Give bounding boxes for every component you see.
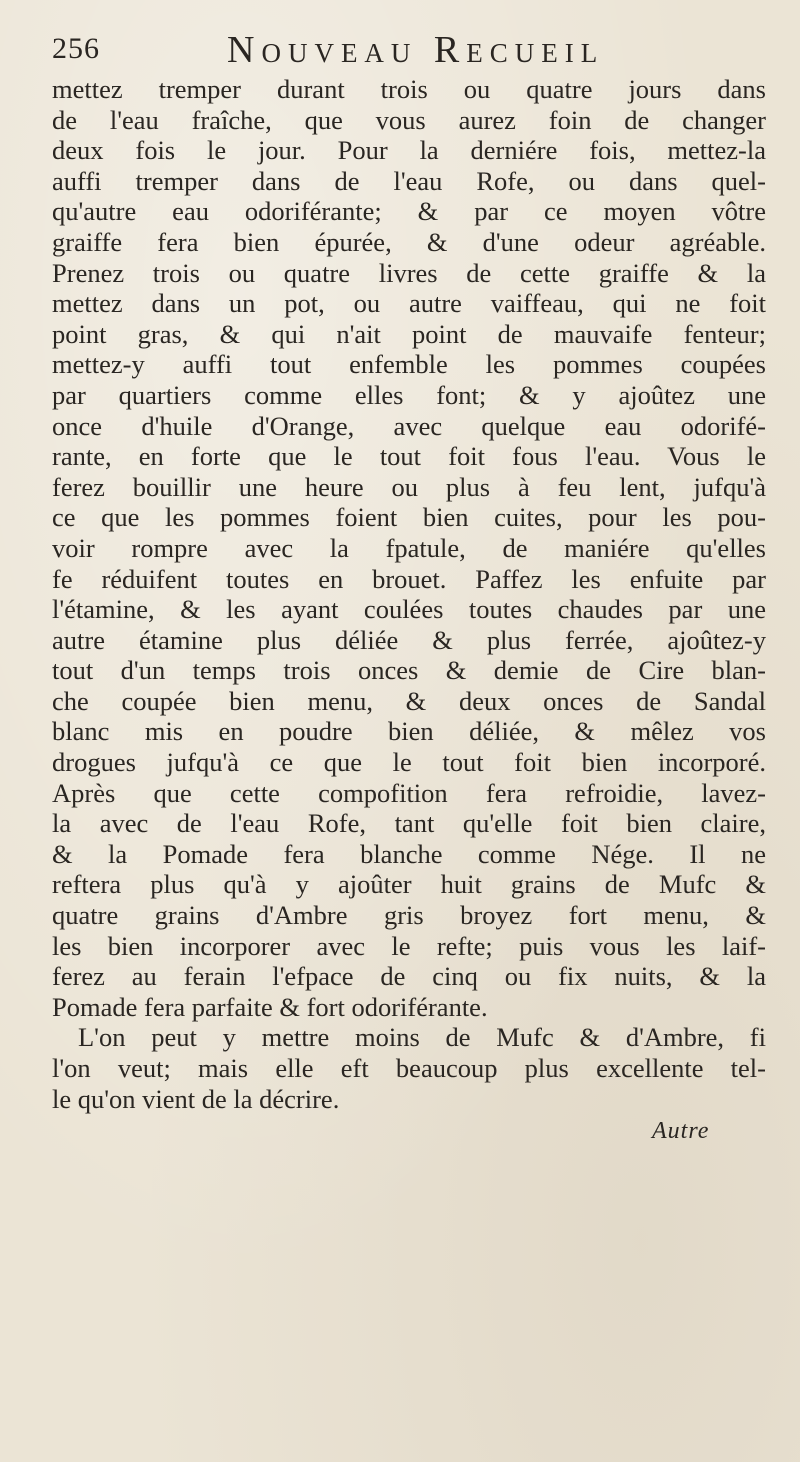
running-title: Nouveau Recueil: [227, 29, 605, 71]
text-line: Prenez trois ou quatre livres de cette graiffe & la: [52, 257, 766, 288]
text-line: mettez dans un pot, ou autre vaiffeau, qui ne foit: [52, 288, 766, 319]
text-line: point gras, & qui n'ait point de mauvaife fenteur;: [52, 318, 766, 349]
text-line: Pomade fera parfaite & fort odoriférante.: [52, 991, 488, 1022]
text-line: once d'huile d'Orange, avec quelque eau odorifé-: [52, 410, 766, 441]
text-line: deux fois le jour. Pour la derniére fois, mettez-la: [52, 135, 766, 166]
text-line: rante, en forte que le tout foit fous l'eau. Vous le: [52, 441, 766, 472]
text-line: l'on veut; mais elle eft beaucoup plus excellente tel-: [52, 1053, 766, 1083]
text-line: reftera plus qu'à y ajoûter huit grains de Mufc &: [52, 869, 766, 900]
text-line: & la Pomade fera blanche comme Nége. Il ne: [52, 838, 766, 869]
text-line: ferez au ferain l'efpace de cinq ou fix nuits, & la: [52, 961, 766, 992]
text-line: mettez-y auffi tout enfemble les pommes coupées: [52, 349, 766, 380]
text-line: che coupée bien menu, & deux onces de Sandal: [52, 685, 766, 716]
text-line: de l'eau fraîche, que vous aurez foin de changer: [52, 104, 766, 135]
text-line: les bien incorporer avec le refte; puis vous les laif-: [52, 930, 766, 961]
text-line: mettez tremper durant trois ou quatre jours dans: [52, 74, 766, 104]
text-line: ferez bouillir une heure ou plus à feu lent, jufqu'à: [52, 471, 766, 502]
text-line: autre étamine plus déliée & plus ferrée, ajoûtez-y: [52, 624, 766, 655]
text-line: qu'autre eau odoriférante; & par ce moyen vôtre: [52, 196, 766, 227]
text-line: le qu'on vient de la décrire.: [52, 1083, 340, 1114]
page-header: [52, 28, 752, 72]
catchword: Autre: [652, 1118, 710, 1144]
text-line: fe réduifent toutes en brouet. Paffez les enfuite par: [52, 563, 766, 594]
body-text: [52, 74, 766, 1114]
text-line: l'étamine, & les ayant coulées toutes chaudes par une: [52, 594, 766, 625]
text-line: L'on peut y mettre moins de Mufc & d'Ambre, fi: [78, 1022, 766, 1053]
text-line: auffi tremper dans de l'eau Rofe, ou dans quel-: [52, 165, 766, 196]
text-line: voir rompre avec la fpatule, de maniére qu'elles: [52, 532, 766, 563]
text-line: graiffe fera bien épurée, & d'une odeur agréable.: [52, 226, 766, 257]
text-line: ce que les pommes foient bien cuites, pour les pou-: [52, 502, 766, 533]
page-number: 256: [52, 32, 100, 65]
text-line: blanc mis en poudre bien déliée, & mêlez vos: [52, 716, 766, 747]
text-line: par quartiers comme elles font; & y ajoûtez une: [52, 379, 766, 410]
text-line: quatre grains d'Ambre gris broyez fort menu, &: [52, 900, 766, 931]
text-line: la avec de l'eau Rofe, tant qu'elle foit bien claire,: [52, 808, 766, 839]
text-line: drogues jufqu'à ce que le tout foit bien incorporé.: [52, 747, 766, 778]
text-line: Après que cette compofition fera refroidie, lavez-: [52, 777, 766, 808]
text-line: tout d'un temps trois onces & demie de Cire blan-: [52, 655, 766, 686]
